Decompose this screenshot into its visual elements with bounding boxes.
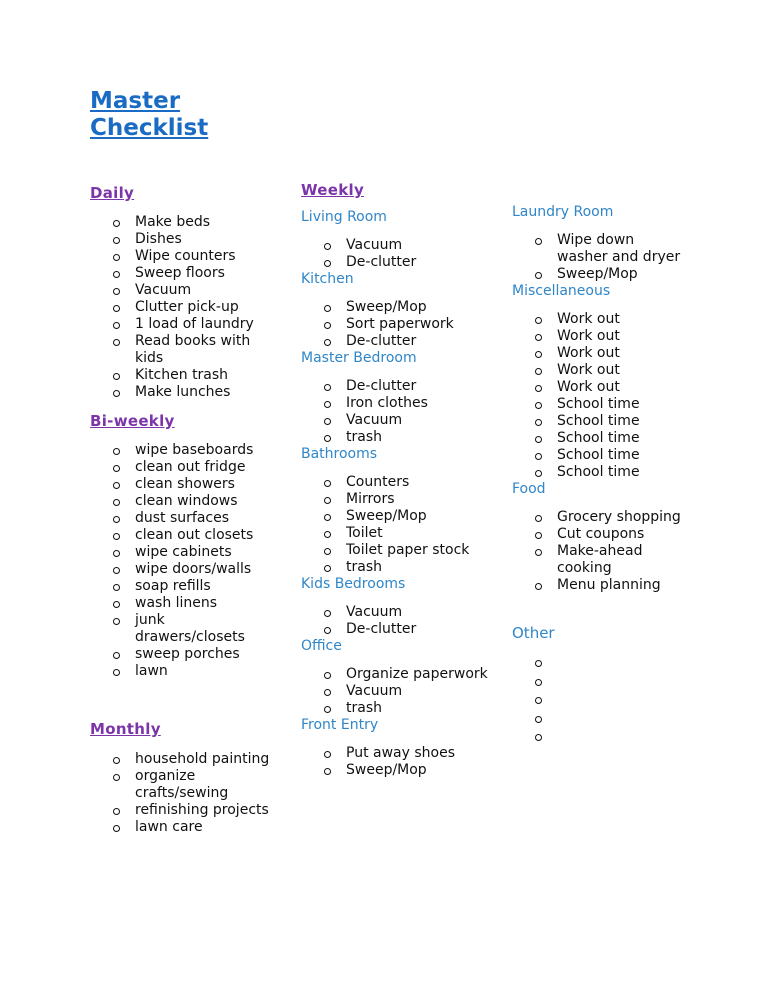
checklist-item: Toilet <box>346 525 501 542</box>
bathrooms-heading: Bathrooms <box>301 446 378 462</box>
checklist-item: 1 load of laundry <box>135 316 270 333</box>
biweekly-heading: Bi-weekly <box>90 412 175 430</box>
checklist-item: trash <box>346 429 501 446</box>
daily-section <box>90 184 270 401</box>
checklist-item: Make-ahead cooking <box>557 543 682 577</box>
monthly-section <box>90 720 270 836</box>
checklist-item: clean out closets <box>135 527 270 544</box>
checklist-item: Work out <box>557 362 682 379</box>
checklist-item: trash <box>346 559 501 576</box>
living-room-list <box>301 237 501 271</box>
other-heading: Other <box>512 624 555 642</box>
checklist-item <box>557 673 682 692</box>
office-list <box>301 666 501 717</box>
master-bedroom-heading: Master Bedroom <box>301 350 417 366</box>
checklist-item: soap refills <box>135 578 270 595</box>
checklist-item: Cut coupons <box>557 526 682 543</box>
checklist-item: Work out <box>557 379 682 396</box>
checklist-item: Read books with kids <box>135 333 270 367</box>
checklist-item: Put away shoes <box>346 745 501 762</box>
checklist-item: School time <box>557 413 682 430</box>
checklist-item: Sweep/Mop <box>346 299 501 316</box>
checklist-item: Menu planning <box>557 577 682 594</box>
kitchen-list <box>301 299 501 350</box>
checklist-item: Work out <box>557 345 682 362</box>
checklist-item: Vacuum <box>346 237 501 254</box>
checklist-item: Iron clothes <box>346 395 501 412</box>
kitchen-heading: Kitchen <box>301 271 354 287</box>
checklist-item: Toilet paper stock <box>346 542 501 559</box>
checklist-item: lawn <box>135 663 270 680</box>
food-heading: Food <box>512 481 546 497</box>
checklist-item: clean showers <box>135 476 270 493</box>
checklist-item: School time <box>557 396 682 413</box>
checklist-item: Sweep/Mop <box>346 762 501 779</box>
other-list <box>512 654 682 747</box>
checklist-item: Sweep/Mop <box>557 266 682 283</box>
biweekly-list <box>90 442 270 680</box>
checklist-item: organize crafts/sewing <box>135 768 270 802</box>
checklist-item: Make lunches <box>135 384 270 401</box>
checklist-item: junk drawers/closets <box>135 612 270 646</box>
kids-bedrooms-list <box>301 604 501 638</box>
checklist-item: De-clutter <box>346 378 501 395</box>
checklist-item: sweep porches <box>135 646 270 663</box>
checklist-item: Kitchen trash <box>135 367 270 384</box>
checklist-item: clean out fridge <box>135 459 270 476</box>
front-entry-list <box>301 745 501 779</box>
checklist-item: trash <box>346 700 501 717</box>
checklist-item <box>557 728 682 747</box>
laundry-room-list <box>512 232 682 283</box>
monthly-heading: Monthly <box>90 720 161 738</box>
food-list <box>512 509 682 594</box>
checklist-item: wipe doors/walls <box>135 561 270 578</box>
weekly-section <box>301 181 501 779</box>
front-entry-heading: Front Entry <box>301 717 379 733</box>
daily-list <box>90 214 270 401</box>
checklist-item: Make beds <box>135 214 270 231</box>
checklist-item: School time <box>557 430 682 447</box>
miscellaneous-list <box>512 311 682 481</box>
checklist-item: Organize paperwork <box>346 666 501 683</box>
checklist-item: Work out <box>557 311 682 328</box>
checklist-item <box>557 654 682 673</box>
checklist-item: Clutter pick-up <box>135 299 270 316</box>
kids-bedrooms-heading: Kids Bedrooms <box>301 576 406 592</box>
checklist-item: Wipe down washer and dryer <box>557 232 681 265</box>
checklist-item: dust surfaces <box>135 510 270 527</box>
checklist-item: Sort paperwork <box>346 316 501 333</box>
checklist-item: Dishes <box>135 231 270 248</box>
checklist-item: wipe cabinets <box>135 544 270 561</box>
checklist-item: wash linens <box>135 595 270 612</box>
office-heading: Office <box>301 638 342 654</box>
checklist-item: Grocery shopping <box>557 509 681 525</box>
checklist-item: Wipe counters <box>135 248 270 265</box>
checklist-item: De-clutter <box>346 621 501 638</box>
checklist-item: School time <box>557 464 682 481</box>
checklist-item: Vacuum <box>346 412 501 429</box>
page-title: Master Checklist <box>90 88 209 141</box>
checklist-item: clean windows <box>135 493 270 510</box>
laundry-room-heading: Laundry Room <box>512 204 614 220</box>
checklist-item: Counters <box>346 474 501 491</box>
checklist-item: household painting <box>135 751 270 767</box>
weekly-heading: Weekly <box>301 181 365 199</box>
biweekly-section <box>90 412 270 680</box>
living-room-heading: Living Room <box>301 209 387 225</box>
checklist-item: De-clutter <box>346 333 501 350</box>
checklist-item: Vacuum <box>135 282 270 299</box>
master-bedroom-list <box>301 378 501 446</box>
miscellaneous-heading: Miscellaneous <box>512 283 611 299</box>
checklist-item: Work out <box>557 328 682 345</box>
column-three <box>512 204 682 747</box>
checklist-item: refinishing projects <box>135 802 269 818</box>
checklist-item: Mirrors <box>346 491 501 508</box>
checklist-item: lawn care <box>135 819 270 836</box>
daily-heading: Daily <box>90 184 135 202</box>
checklist-item: wipe baseboards <box>135 442 270 459</box>
checklist-item: De-clutter <box>346 254 501 271</box>
checklist-item <box>557 691 682 710</box>
checklist-item: Vacuum <box>346 604 501 621</box>
checklist-item <box>557 710 682 729</box>
checklist-item: Sweep floors <box>135 265 270 282</box>
bathrooms-list <box>301 474 501 576</box>
monthly-list <box>90 751 270 836</box>
checklist-item: Vacuum <box>346 683 501 700</box>
checklist-item: School time <box>557 447 682 464</box>
checklist-item: Sweep/Mop <box>346 508 501 525</box>
